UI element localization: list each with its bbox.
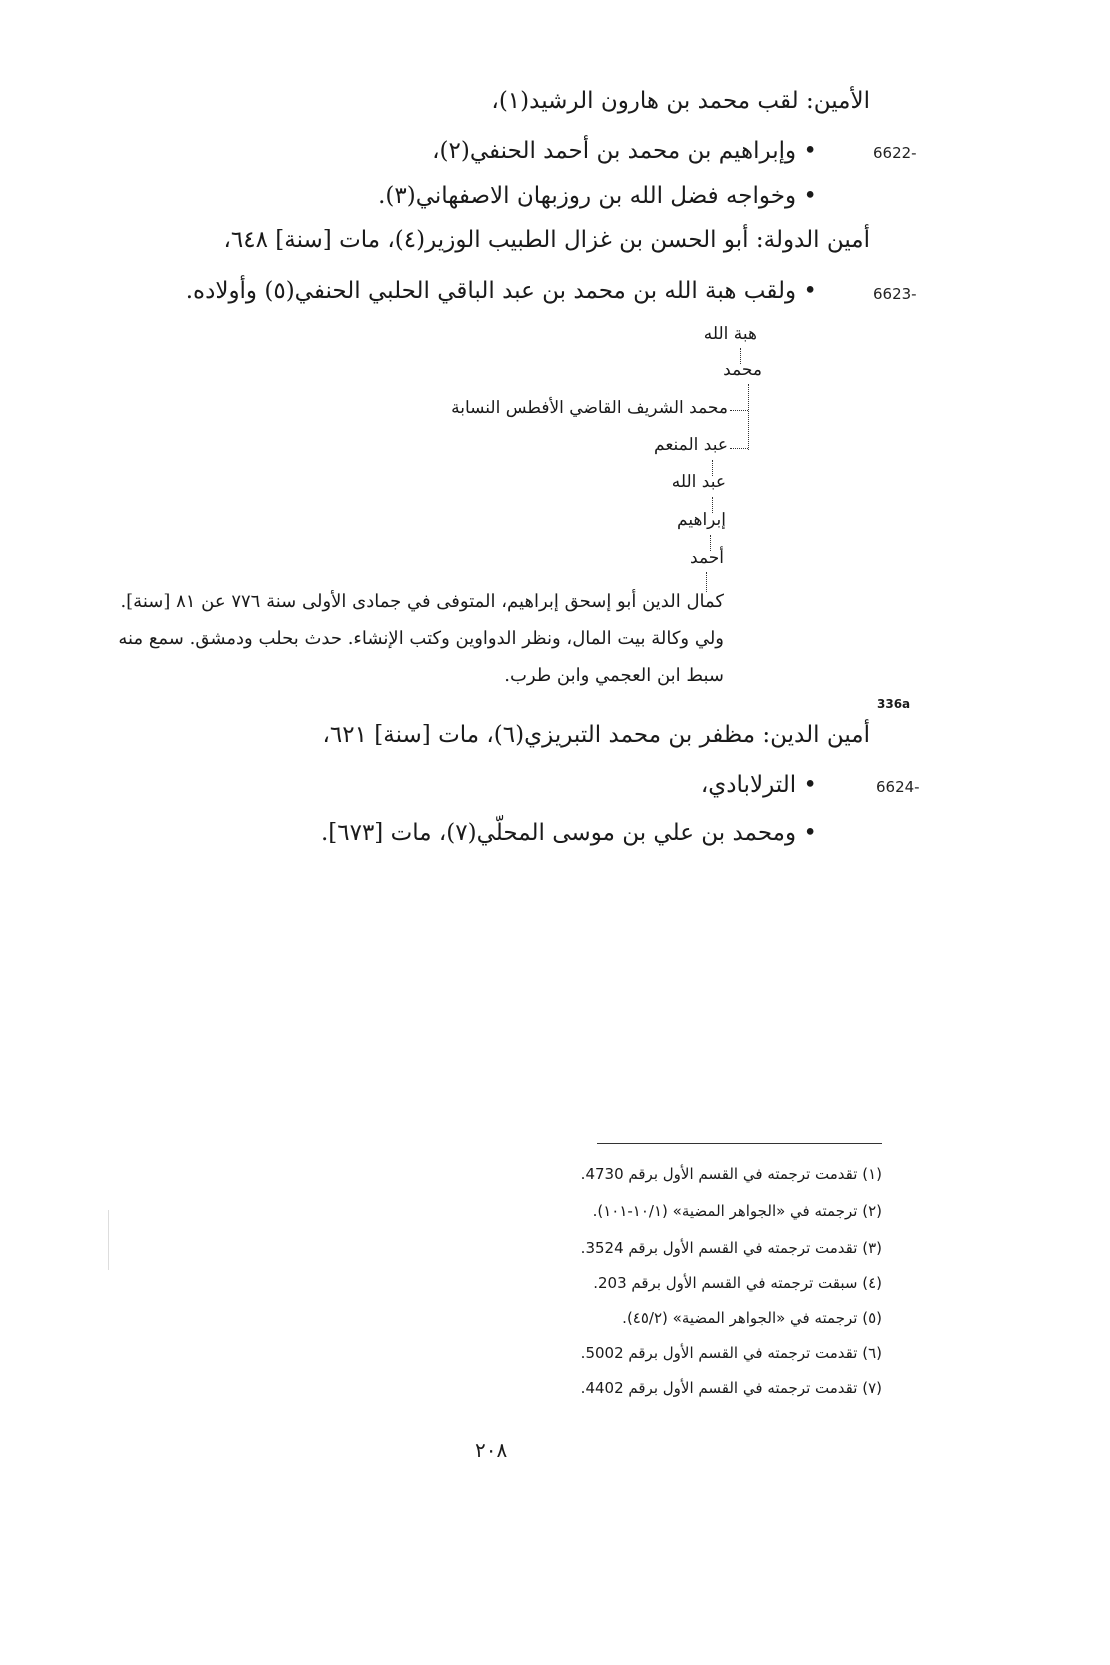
page-number: ٢٠٨ — [475, 1438, 508, 1462]
tree-node-abdallah: عبد الله — [671, 472, 726, 492]
tree-connector — [748, 384, 749, 450]
footnote-6: (٦) تقدمت ترجمته في القسم الأول برقم 5002. — [580, 1344, 882, 1362]
footnote-2: (٢) ترجمته في «الجواهر المضية» (١٠/١-١٠١). — [592, 1202, 882, 1220]
tree-node-ahmad: أحمد — [690, 548, 724, 568]
entry-number-6623: 6623- — [873, 285, 917, 303]
footnote-1: (١) تقدمت ترجمته في القسم الأول برقم 4730. — [580, 1165, 882, 1183]
tree-note-line-3: سبط ابن العجمي وابن طرب. — [504, 665, 724, 686]
tree-note-line-2: ولي وكالة بيت المال، ونظر الدواوين وكتب الإنشاء. حدث بحلب ودمشق. سمع منه — [118, 628, 724, 649]
tree-branch — [730, 448, 748, 449]
tree-node-abd-al-munim: عبد المنعم — [654, 435, 728, 455]
tree-branch — [730, 410, 748, 411]
manuscript-folio-marker: 336a — [877, 697, 911, 711]
tree-node-muhammad-sharif: محمد الشريف القاضي الأفطس النسابة — [451, 398, 728, 418]
tree-node-ibrahim: إبراهيم — [677, 510, 726, 530]
entry-khwaja-fadlallah: • وخواجه فضل الله بن روزبهان الاصفهاني(٣). — [378, 183, 817, 209]
tree-note-line-1: كمال الدين أبو إسحق إبراهيم، المتوفى في جمادى الأولى سنة ٧٧٦ عن ٨١ [سنة]. — [120, 591, 724, 612]
entry-number-6622: 6622- — [873, 144, 917, 162]
footnote-5: (٥) ترجمته في «الجواهر المضية» (٤٥/٢). — [622, 1309, 882, 1327]
tree-node-muhammad: محمد — [723, 360, 762, 380]
entry-tarlabadi: • الترلابادي، — [701, 772, 817, 798]
entry-amin-al-din: أمين الدين: مظفر بن محمد التبريزي(٦)، مات [سنة] ٦٢١، — [322, 722, 870, 748]
entry-amin-al-dawla: أمين الدولة: أبو الحسن بن غزال الطبيب الوزير(٤)، مات [سنة] ٦٤٨، — [223, 227, 870, 253]
footnote-4: (٤) سبقت ترجمته في القسم الأول برقم 203. — [593, 1274, 882, 1292]
footnote-3: (٣) تقدمت ترجمته في القسم الأول برقم 3524. — [580, 1239, 882, 1257]
entry-muhammad-mahalli: • ومحمد بن علي بن موسى المحلّي(٧)، مات [٦٧٣]. — [321, 820, 817, 846]
entry-hibatallah: • ولقب هبة الله بن محمد بن عبد الباقي الحلبي الحنفي(٥) وأولاده. — [186, 278, 817, 304]
entry-ibrahim-hanafi: • وإبراهيم بن محمد بن أحمد الحنفي(٢)، — [432, 138, 817, 164]
footnote-7: (٧) تقدمت ترجمته في القسم الأول برقم 4402. — [580, 1379, 882, 1397]
tree-node-hibatallah: هبة الله — [703, 324, 757, 344]
entry-al-amin: الأمين: لقب محمد بن هارون الرشيد(١)، — [491, 88, 870, 114]
scan-edge-line — [108, 1210, 109, 1270]
entry-number-6624: 6624- — [876, 778, 920, 796]
footnote-separator — [597, 1143, 882, 1144]
